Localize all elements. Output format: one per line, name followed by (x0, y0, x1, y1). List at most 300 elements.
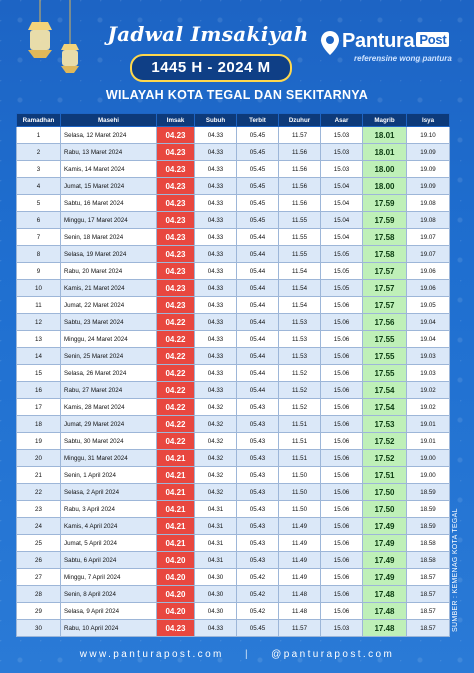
ramadhan-day: 3 (17, 161, 61, 178)
magrib-time: 17.49 (363, 518, 407, 535)
imsak-time: 04.23 (157, 127, 195, 144)
masehi-date: Jumat, 29 Maret 2024 (61, 416, 157, 433)
subuh-time: 04.33 (195, 331, 237, 348)
ramadhan-day: 27 (17, 569, 61, 586)
subuh-time: 04.33 (195, 161, 237, 178)
masehi-date: Jumat, 15 Maret 2024 (61, 178, 157, 195)
terbit-time: 05.45 (237, 127, 279, 144)
source-credit: SUMBER : KEMENAG KOTA TEGAL (452, 508, 459, 632)
column-header: Magrib (363, 114, 407, 127)
imsak-time: 04.22 (157, 433, 195, 450)
brand-post-badge: Post (416, 32, 449, 47)
subuh-time: 04.33 (195, 314, 237, 331)
isya-time: 18.57 (407, 620, 450, 637)
isya-time: 19.03 (407, 348, 450, 365)
masehi-date: Senin, 18 Maret 2024 (61, 229, 157, 246)
terbit-time: 05.43 (237, 433, 279, 450)
subuh-time: 04.32 (195, 416, 237, 433)
table-row (17, 331, 450, 348)
table-row (17, 501, 450, 518)
asar-time: 15.06 (321, 586, 363, 603)
masehi-date: Jumat, 5 April 2024 (61, 535, 157, 552)
table-row (17, 365, 450, 382)
column-header: Imsak (157, 114, 195, 127)
masehi-date: Senin, 25 Maret 2024 (61, 348, 157, 365)
table-row (17, 586, 450, 603)
imsak-time: 04.23 (157, 144, 195, 161)
table-row (17, 195, 450, 212)
imsak-time: 04.20 (157, 586, 195, 603)
asar-time: 15.03 (321, 620, 363, 637)
asar-time: 15.06 (321, 501, 363, 518)
table-row (17, 450, 450, 467)
imsak-time: 04.23 (157, 178, 195, 195)
imsak-time: 04.23 (157, 620, 195, 637)
masehi-date: Rabu, 13 Maret 2024 (61, 144, 157, 161)
terbit-time: 05.43 (237, 416, 279, 433)
magrib-time: 17.50 (363, 501, 407, 518)
imsak-time: 04.22 (157, 382, 195, 399)
table-row (17, 416, 450, 433)
isya-time: 18.59 (407, 501, 450, 518)
terbit-time: 05.44 (237, 263, 279, 280)
masehi-date: Selasa, 19 Maret 2024 (61, 246, 157, 263)
dzuhur-time: 11.54 (279, 297, 321, 314)
asar-time: 15.06 (321, 603, 363, 620)
imsak-time: 04.23 (157, 263, 195, 280)
isya-time: 19.04 (407, 314, 450, 331)
subuh-time: 04.33 (195, 195, 237, 212)
imsak-time: 04.21 (157, 501, 195, 518)
masehi-date: Minggu, 24 Maret 2024 (61, 331, 157, 348)
magrib-time: 17.49 (363, 552, 407, 569)
magrib-time: 18.01 (363, 144, 407, 161)
subuh-time: 04.32 (195, 450, 237, 467)
subuh-time: 04.31 (195, 552, 237, 569)
magrib-time: 17.55 (363, 331, 407, 348)
magrib-time: 17.52 (363, 450, 407, 467)
terbit-time: 05.45 (237, 195, 279, 212)
subuh-time: 04.33 (195, 620, 237, 637)
magrib-time: 18.01 (363, 127, 407, 144)
masehi-date: Rabu, 27 Maret 2024 (61, 382, 157, 399)
ramadhan-day: 19 (17, 433, 61, 450)
isya-time: 19.06 (407, 280, 450, 297)
imsak-time: 04.23 (157, 161, 195, 178)
subuh-time: 04.33 (195, 365, 237, 382)
asar-time: 15.04 (321, 178, 363, 195)
terbit-time: 05.44 (237, 229, 279, 246)
imsak-time: 04.21 (157, 535, 195, 552)
dzuhur-time: 11.49 (279, 569, 321, 586)
isya-time: 19.08 (407, 212, 450, 229)
isya-time: 18.58 (407, 552, 450, 569)
magrib-time: 17.58 (363, 246, 407, 263)
magrib-time: 17.53 (363, 416, 407, 433)
dzuhur-time: 11.51 (279, 416, 321, 433)
terbit-time: 05.43 (237, 552, 279, 569)
terbit-time: 05.44 (237, 331, 279, 348)
isya-time: 19.00 (407, 450, 450, 467)
subuh-time: 04.33 (195, 127, 237, 144)
imsak-time: 04.23 (157, 297, 195, 314)
asar-time: 15.05 (321, 246, 363, 263)
masehi-date: Kamis, 21 Maret 2024 (61, 280, 157, 297)
isya-time: 19.04 (407, 331, 450, 348)
dzuhur-time: 11.56 (279, 178, 321, 195)
asar-time: 15.05 (321, 263, 363, 280)
magrib-time: 17.50 (363, 484, 407, 501)
ramadhan-day: 4 (17, 178, 61, 195)
imsak-time: 04.21 (157, 484, 195, 501)
terbit-time: 05.45 (237, 212, 279, 229)
ramadhan-day: 13 (17, 331, 61, 348)
asar-time: 15.06 (321, 484, 363, 501)
magrib-time: 17.56 (363, 314, 407, 331)
footer-website: www.panturapost.com (79, 649, 224, 660)
dzuhur-time: 11.52 (279, 382, 321, 399)
terbit-time: 05.45 (237, 144, 279, 161)
dzuhur-time: 11.51 (279, 433, 321, 450)
table-row (17, 263, 450, 280)
imsak-time: 04.22 (157, 416, 195, 433)
dzuhur-time: 11.53 (279, 331, 321, 348)
dzuhur-time: 11.49 (279, 518, 321, 535)
asar-time: 15.06 (321, 365, 363, 382)
ramadhan-day: 6 (17, 212, 61, 229)
dzuhur-time: 11.50 (279, 484, 321, 501)
ramadhan-day: 26 (17, 552, 61, 569)
table-row (17, 467, 450, 484)
magrib-time: 17.59 (363, 212, 407, 229)
imsak-time: 04.22 (157, 331, 195, 348)
isya-time: 19.10 (407, 127, 450, 144)
masehi-date: Selasa, 12 Maret 2024 (61, 127, 157, 144)
magrib-time: 17.58 (363, 229, 407, 246)
isya-time: 19.09 (407, 178, 450, 195)
table-row (17, 535, 450, 552)
year-badge: 1445 H - 2024 M (130, 54, 292, 82)
asar-time: 15.04 (321, 195, 363, 212)
magrib-time: 17.59 (363, 195, 407, 212)
column-header: Masehi (61, 114, 157, 127)
brand-logo (320, 28, 470, 72)
terbit-time: 05.42 (237, 586, 279, 603)
dzuhur-time: 11.55 (279, 229, 321, 246)
dzuhur-time: 11.50 (279, 501, 321, 518)
dzuhur-time: 11.49 (279, 552, 321, 569)
magrib-time: 17.49 (363, 569, 407, 586)
isya-time: 19.01 (407, 416, 450, 433)
masehi-date: Minggu, 7 April 2024 (61, 569, 157, 586)
ramadhan-day: 14 (17, 348, 61, 365)
isya-time: 19.06 (407, 263, 450, 280)
magrib-time: 17.48 (363, 620, 407, 637)
terbit-time: 05.44 (237, 348, 279, 365)
isya-time: 18.57 (407, 603, 450, 620)
terbit-time: 05.43 (237, 535, 279, 552)
ramadhan-day: 2 (17, 144, 61, 161)
terbit-time: 05.43 (237, 518, 279, 535)
column-header: Dzuhur (279, 114, 321, 127)
dzuhur-time: 11.56 (279, 195, 321, 212)
terbit-time: 05.44 (237, 365, 279, 382)
table-row (17, 297, 450, 314)
subuh-time: 04.33 (195, 348, 237, 365)
dzuhur-time: 11.53 (279, 314, 321, 331)
brand-name (342, 30, 449, 53)
ramadhan-day: 11 (17, 297, 61, 314)
magrib-time: 17.54 (363, 382, 407, 399)
table-row (17, 161, 450, 178)
masehi-date: Senin, 1 April 2024 (61, 467, 157, 484)
dzuhur-time: 11.52 (279, 399, 321, 416)
dzuhur-time: 11.53 (279, 348, 321, 365)
terbit-time: 05.45 (237, 620, 279, 637)
isya-time: 19.07 (407, 246, 450, 263)
table-row (17, 348, 450, 365)
masehi-date: Sabtu, 6 April 2024 (61, 552, 157, 569)
imsak-time: 04.21 (157, 450, 195, 467)
ramadhan-day: 12 (17, 314, 61, 331)
asar-time: 15.06 (321, 331, 363, 348)
magrib-time: 17.57 (363, 263, 407, 280)
magrib-time: 17.48 (363, 586, 407, 603)
column-header: Ramadhan (17, 114, 61, 127)
isya-time: 19.05 (407, 297, 450, 314)
asar-time: 15.06 (321, 399, 363, 416)
asar-time: 15.06 (321, 314, 363, 331)
subuh-time: 04.33 (195, 178, 237, 195)
dzuhur-time: 11.56 (279, 144, 321, 161)
asar-time: 15.06 (321, 450, 363, 467)
terbit-time: 05.42 (237, 569, 279, 586)
page-title: Jadwal Imsakiyah (107, 22, 309, 46)
subuh-time: 04.30 (195, 569, 237, 586)
isya-time: 18.57 (407, 586, 450, 603)
subuh-time: 04.33 (195, 229, 237, 246)
ramadhan-day: 21 (17, 467, 61, 484)
lantern-icon (56, 0, 84, 80)
ramadhan-day: 29 (17, 603, 61, 620)
table-row (17, 212, 450, 229)
imsak-time: 04.22 (157, 314, 195, 331)
magrib-time: 17.51 (363, 467, 407, 484)
ramadhan-day: 24 (17, 518, 61, 535)
footer-social: @panturapost.com (271, 649, 395, 660)
imsak-time: 04.21 (157, 467, 195, 484)
imsak-time: 04.23 (157, 229, 195, 246)
subuh-time: 04.31 (195, 518, 237, 535)
subuh-time: 04.32 (195, 433, 237, 450)
dzuhur-time: 11.49 (279, 535, 321, 552)
ramadhan-day: 17 (17, 399, 61, 416)
imsak-time: 04.23 (157, 280, 195, 297)
dzuhur-time: 11.54 (279, 280, 321, 297)
imsak-time: 04.20 (157, 603, 195, 620)
masehi-date: Selasa, 9 April 2024 (61, 603, 157, 620)
magrib-time: 17.57 (363, 280, 407, 297)
masehi-date: Sabtu, 30 Maret 2024 (61, 433, 157, 450)
ramadhan-day: 28 (17, 586, 61, 603)
subuh-time: 04.32 (195, 484, 237, 501)
imsak-time: 04.23 (157, 246, 195, 263)
table-row (17, 603, 450, 620)
subuh-time: 04.31 (195, 535, 237, 552)
magrib-time: 17.54 (363, 399, 407, 416)
asar-time: 15.05 (321, 280, 363, 297)
ramadhan-day: 9 (17, 263, 61, 280)
subuh-time: 04.32 (195, 399, 237, 416)
subuh-time: 04.33 (195, 280, 237, 297)
asar-time: 15.06 (321, 569, 363, 586)
dzuhur-time: 11.56 (279, 161, 321, 178)
table-row (17, 229, 450, 246)
subuh-time: 04.33 (195, 382, 237, 399)
table-row (17, 280, 450, 297)
table-row (17, 144, 450, 161)
terbit-time: 05.44 (237, 280, 279, 297)
asar-time: 15.06 (321, 518, 363, 535)
isya-time: 19.01 (407, 433, 450, 450)
imsak-time: 04.23 (157, 195, 195, 212)
asar-time: 15.04 (321, 229, 363, 246)
ramadhan-day: 5 (17, 195, 61, 212)
region-heading: WILAYAH KOTA TEGAL DAN SEKITARNYA (105, 88, 369, 102)
asar-time: 15.03 (321, 127, 363, 144)
magrib-time: 18.00 (363, 161, 407, 178)
magrib-time: 17.49 (363, 535, 407, 552)
dzuhur-time: 11.51 (279, 450, 321, 467)
table-row (17, 178, 450, 195)
terbit-time: 05.44 (237, 246, 279, 263)
isya-time: 19.09 (407, 161, 450, 178)
table-header-row (17, 114, 450, 127)
terbit-time: 05.43 (237, 501, 279, 518)
table-row (17, 620, 450, 637)
imsak-time: 04.22 (157, 348, 195, 365)
ramadhan-day: 15 (17, 365, 61, 382)
terbit-time: 05.43 (237, 450, 279, 467)
terbit-time: 05.44 (237, 382, 279, 399)
table-row (17, 569, 450, 586)
ramadhan-day: 20 (17, 450, 61, 467)
isya-time: 19.09 (407, 144, 450, 161)
masehi-date: Sabtu, 23 Maret 2024 (61, 314, 157, 331)
subuh-time: 04.31 (195, 501, 237, 518)
magrib-time: 17.55 (363, 365, 407, 382)
footer (0, 649, 474, 660)
terbit-time: 05.43 (237, 399, 279, 416)
table-row (17, 399, 450, 416)
dzuhur-time: 11.55 (279, 212, 321, 229)
ramadhan-day: 16 (17, 382, 61, 399)
magrib-time: 18.00 (363, 178, 407, 195)
isya-time: 18.59 (407, 518, 450, 535)
asar-time: 15.06 (321, 535, 363, 552)
column-header: Subuh (195, 114, 237, 127)
location-pin-icon (320, 30, 340, 56)
ramadhan-day: 1 (17, 127, 61, 144)
table-row (17, 382, 450, 399)
dzuhur-time: 11.54 (279, 263, 321, 280)
dzuhur-time: 11.52 (279, 365, 321, 382)
asar-time: 15.06 (321, 348, 363, 365)
subuh-time: 04.33 (195, 263, 237, 280)
isya-time: 19.02 (407, 382, 450, 399)
imsak-time: 04.22 (157, 365, 195, 382)
terbit-time: 05.42 (237, 603, 279, 620)
isya-time: 19.08 (407, 195, 450, 212)
isya-time: 19.07 (407, 229, 450, 246)
imsak-time: 04.22 (157, 399, 195, 416)
terbit-time: 05.45 (237, 161, 279, 178)
column-header: Asar (321, 114, 363, 127)
masehi-date: Rabu, 10 April 2024 (61, 620, 157, 637)
subuh-time: 04.33 (195, 246, 237, 263)
subuh-time: 04.33 (195, 144, 237, 161)
column-header: Isya (407, 114, 450, 127)
terbit-time: 05.45 (237, 178, 279, 195)
isya-time: 18.59 (407, 484, 450, 501)
ramadhan-day: 23 (17, 501, 61, 518)
footer-separator: | (244, 649, 250, 660)
dzuhur-time: 11.55 (279, 246, 321, 263)
masehi-date: Sabtu, 16 Maret 2024 (61, 195, 157, 212)
column-header: Terbit (237, 114, 279, 127)
ramadhan-day: 7 (17, 229, 61, 246)
masehi-date: Senin, 8 April 2024 (61, 586, 157, 603)
magrib-time: 17.48 (363, 603, 407, 620)
isya-time: 19.00 (407, 467, 450, 484)
masehi-date: Kamis, 14 Maret 2024 (61, 161, 157, 178)
masehi-date: Minggu, 31 Maret 2024 (61, 450, 157, 467)
imsak-time: 04.20 (157, 552, 195, 569)
brand-tagline: referensine wong pantura (354, 54, 452, 63)
asar-time: 15.03 (321, 161, 363, 178)
ramadhan-day: 30 (17, 620, 61, 637)
magrib-time: 17.57 (363, 297, 407, 314)
masehi-date: Kamis, 4 April 2024 (61, 518, 157, 535)
table-row (17, 433, 450, 450)
asar-time: 15.06 (321, 433, 363, 450)
magrib-time: 17.55 (363, 348, 407, 365)
table-row (17, 518, 450, 535)
dzuhur-time: 11.57 (279, 620, 321, 637)
masehi-date: Kamis, 28 Maret 2024 (61, 399, 157, 416)
imsak-time: 04.21 (157, 518, 195, 535)
ramadhan-day: 25 (17, 535, 61, 552)
dzuhur-time: 11.48 (279, 586, 321, 603)
lantern-icon (20, 0, 60, 62)
ramadhan-day: 22 (17, 484, 61, 501)
terbit-time: 05.43 (237, 484, 279, 501)
masehi-date: Minggu, 17 Maret 2024 (61, 212, 157, 229)
ramadhan-day: 18 (17, 416, 61, 433)
asar-time: 15.06 (321, 382, 363, 399)
subuh-time: 04.30 (195, 586, 237, 603)
dzuhur-time: 11.57 (279, 127, 321, 144)
table-body (17, 127, 450, 637)
dzuhur-time: 11.48 (279, 603, 321, 620)
imsak-time: 04.20 (157, 569, 195, 586)
brand-name-text: Pantura (342, 30, 415, 52)
masehi-date: Rabu, 3 April 2024 (61, 501, 157, 518)
masehi-date: Jumat, 22 Maret 2024 (61, 297, 157, 314)
subuh-time: 04.30 (195, 603, 237, 620)
terbit-time: 05.44 (237, 314, 279, 331)
magrib-time: 17.52 (363, 433, 407, 450)
